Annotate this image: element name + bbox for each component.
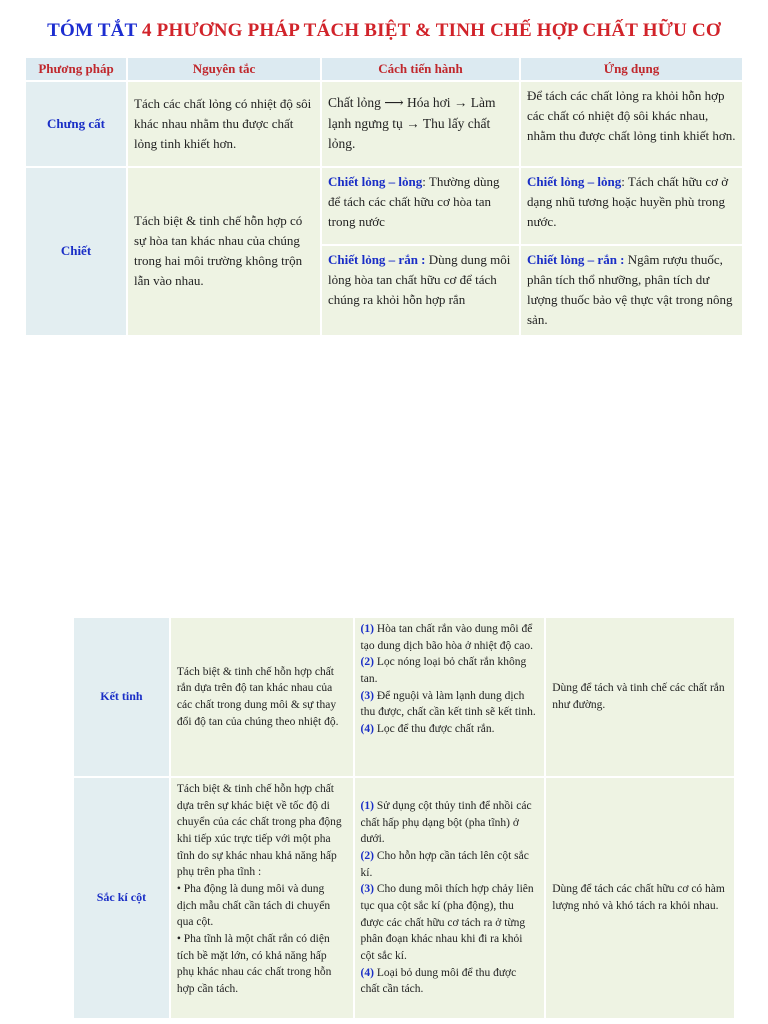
text-liquid-solid: Dùng dung môi lỏng hòa tan chất hữu cơ để tách chúng ra khỏi hỗn hợp rắn — [328, 252, 511, 308]
crystal-step-1: (1) Hòa tan chất rắn vào dung môi để tạo dung dịch bão hòa ở nhiệt độ cao. — [360, 623, 533, 652]
principle-chromatography — [171, 778, 353, 1018]
principle-distillation: Tách các chất lỏng có nhiệt độ sôi khác nhau nhằm thu được chất lỏng tinh khiết hơn. — [128, 82, 320, 166]
application-liquid-solid — [521, 246, 742, 335]
crystal-step-2: (2) Lọc nóng loại bỏ chất rắn không tan. — [360, 656, 527, 686]
method-chromatography: Sắc kí cột — [74, 778, 169, 1018]
principle-chromatography-text: Tách biệt & tinh chế hỗn hợp chất dựa trên sự khác biệt về tốc độ di chuyển của các chất trong pha động khi tiếp xúc trực tiếp với một pha tĩnh do sự khác nhau khả năng hấp phụ trên pha tĩnh : — [176, 783, 342, 879]
chroma-step-2: (2) Cho hỗn hợp cần tách lên cột sắc kí. — [360, 849, 529, 879]
chromatography-bullet-2: • Pha tĩnh là một chất rắn có diện tích bề mặt lớn, có khả năng hấp phụ khác nhau các chất trong hỗn hợp cần tách. — [176, 933, 332, 996]
application-liquid-liquid — [521, 168, 742, 244]
summary-table-bottom — [72, 616, 736, 1020]
table-row-crystallization — [74, 618, 734, 776]
header-procedure: Cách tiến hành — [322, 58, 519, 80]
label-liquid-solid: Chiết lỏng – rắn : — [328, 252, 426, 267]
procedure-distillation-text: Chất lỏng ⟶ Hóa hơi → Làm lạnh ngưng tụ → Thu lấy chất lỏng. — [328, 94, 496, 152]
application-crystallization: Dùng để tách và tinh chế các chất rắn như đường. — [546, 618, 734, 776]
application-distillation: Để tách các chất lỏng ra khỏi hỗn hợp các chất có nhiệt độ sôi khác nhau, nhằm thu được chất lỏng tinh khiết hơn. — [521, 82, 742, 166]
app-label-liquid-liquid: Chiết lỏng – lỏng — [527, 174, 622, 189]
header-method: Phương pháp — [26, 58, 126, 80]
chroma-step-4: (4) Loại bỏ dung môi để thu được chất cần tách. — [360, 966, 517, 996]
header-application: Ứng dụng — [521, 58, 742, 80]
page-title — [0, 20, 768, 42]
app-label-liquid-solid: Chiết lỏng – rắn : — [527, 252, 625, 267]
procedure-crystallization — [355, 618, 545, 776]
method-crystallization: Kết tinh — [74, 618, 169, 776]
method-distillation: Chưng cất — [26, 82, 126, 166]
principle-crystallization: Tách biệt & tinh chế hỗn hợp chất rắn dựa trên độ tan khác nhau của các chất trong dung môi & sự thay đổi độ tan của chúng theo nhiệt độ. — [171, 618, 353, 776]
text-liquid-liquid: : Thường dùng để tách các chất hữu cơ hòa tan trong nước — [328, 174, 500, 230]
table-header-row — [26, 58, 742, 80]
chroma-step-1: (1) Sử dụng cột thủy tinh để nhồi các chất hấp phụ dạng bột (pha tĩnh) ở dưới. — [360, 799, 532, 846]
chromatography-bullet-1: • Pha động là dung môi và dung dịch mẫu chất cần tách di chuyển qua cột. — [176, 883, 331, 929]
title-part-1: TÓM TẮT — [47, 20, 138, 41]
header-principle: Nguyên tắc — [128, 58, 320, 80]
procedure-chromatography — [355, 778, 545, 1018]
application-chromatography: Dùng để tách các chất hữu cơ có hàm lượng nhỏ và khó tách ra khỏi nhau. — [546, 778, 734, 1018]
method-extraction: Chiết — [26, 168, 126, 335]
table-row-extraction — [26, 168, 742, 244]
procedure-liquid-solid — [322, 246, 519, 335]
crystal-step-4: (4) Lọc để thu được chất rắn. — [360, 723, 495, 736]
title-part-2: 4 PHƯƠNG PHÁP TÁCH BIỆT & TINH CHẾ HỢP CHẤT HỮU CƠ — [137, 20, 721, 41]
table-row-chromatography — [74, 778, 734, 1018]
summary-table-top — [24, 56, 744, 337]
principle-extraction: Tách biệt & tinh chế hỗn hợp có sự hòa tan khác nhau của chúng trong hai môi trường không trộn lẫn vào nhau. — [128, 168, 320, 335]
app-text-liquid-solid: Ngâm rượu thuốc, phân tích thổ nhưỡng, phân tích dư lượng thuốc bảo vệ thực vật trong nông sản. — [527, 252, 733, 328]
app-text-liquid-liquid: : Tách chất hữu cơ ở dạng nhũ tương hoặc huyền phù trong nước. — [527, 174, 729, 230]
procedure-liquid-liquid — [322, 168, 519, 244]
crystal-step-3: (3) Để nguội và làm lạnh dung dịch thu được, chất cần kết tinh sẽ kết tinh. — [360, 689, 536, 719]
table-row-distillation — [26, 82, 742, 166]
label-liquid-liquid: Chiết lỏng – lỏng — [328, 174, 423, 189]
procedure-distillation — [322, 82, 519, 166]
chroma-step-3: (3) Cho dung môi thích hợp chảy liên tục qua cột sắc kí (pha động), thu được các chất hữu cơ tách ra ở từng phân đoạn khác nhau khi đi ra khỏi cột sắc kí. — [360, 883, 534, 963]
